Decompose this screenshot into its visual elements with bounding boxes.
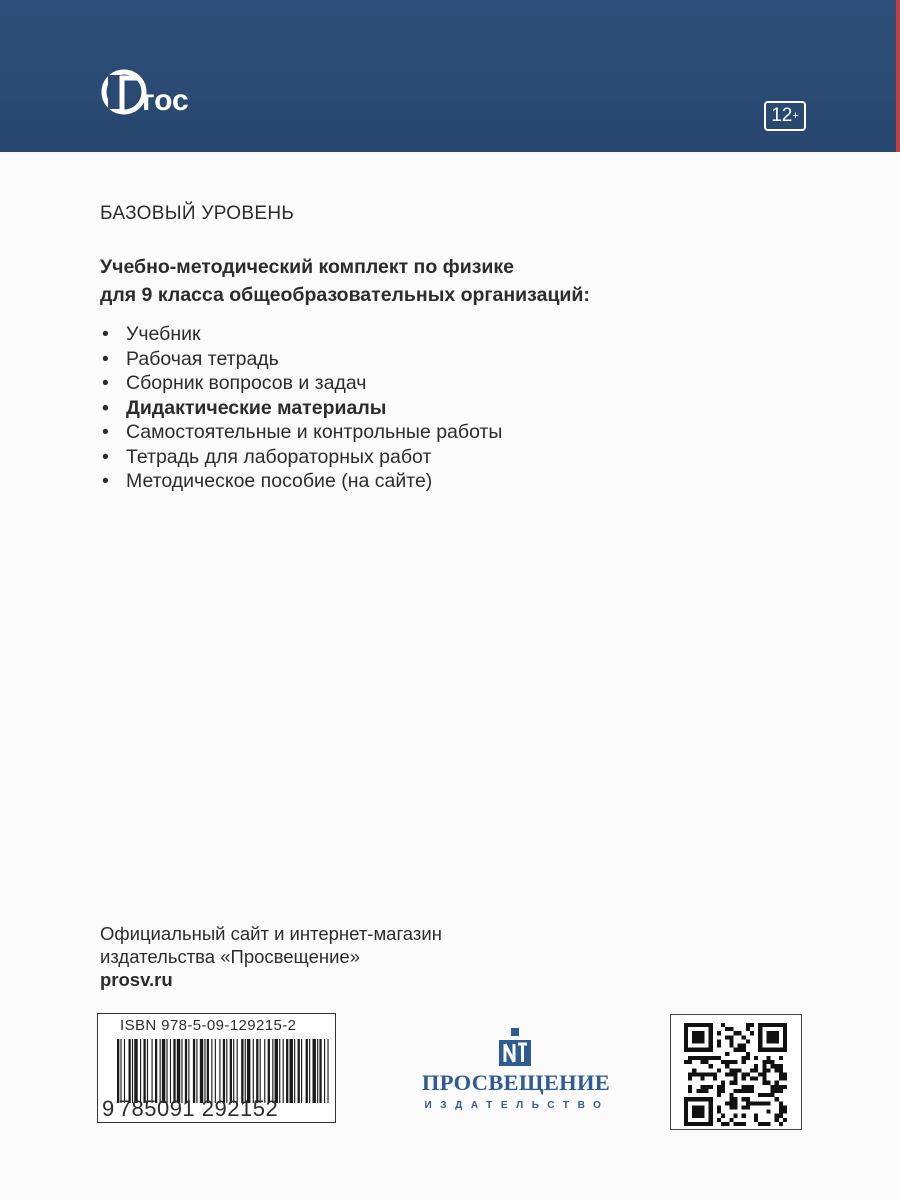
qr-code-icon bbox=[684, 1023, 787, 1126]
bullet-icon: • bbox=[102, 421, 109, 443]
publisher-logo bbox=[400, 1028, 632, 1118]
kit-item-label: Самостоятельные и контрольные работы bbox=[126, 421, 503, 443]
bullet-icon: • bbox=[102, 372, 109, 394]
age-rating-value: 12 bbox=[771, 105, 793, 126]
level-heading: БАЗОВЫЙ УРОВЕНЬ bbox=[100, 203, 295, 224]
site-url: prosv.ru bbox=[100, 969, 173, 990]
prosveshchenie-emblem-icon bbox=[497, 1028, 533, 1068]
svg-text:гос: гос bbox=[142, 84, 189, 117]
kit-item-label: Дидактические материалы bbox=[126, 396, 387, 419]
age-rating-plus: + bbox=[792, 110, 799, 122]
bullet-icon: • bbox=[102, 470, 109, 492]
kit-items-list bbox=[100, 322, 502, 494]
kit-title-line1: Учебно-методический комплект по физике bbox=[100, 256, 515, 278]
barcode-icon bbox=[117, 1039, 329, 1103]
age-rating-badge bbox=[764, 101, 806, 131]
isbn-digits bbox=[102, 1096, 278, 1122]
bullet-icon: • bbox=[102, 347, 109, 370]
isbn-barcode-block bbox=[97, 1013, 336, 1123]
bullet-icon: • bbox=[102, 445, 109, 468]
kit-item bbox=[100, 469, 502, 494]
kit-item bbox=[100, 371, 502, 396]
publisher-name: ПРОСВЕЩЕНИЕ bbox=[421, 1070, 611, 1095]
kit-item-highlighted bbox=[100, 396, 502, 421]
bullet-icon: • bbox=[102, 396, 109, 419]
kit-item bbox=[100, 347, 502, 372]
cover-top-band bbox=[0, 0, 900, 152]
isbn-first-digit: 9 bbox=[102, 1096, 115, 1121]
site-line2: издательства «Просвещение» bbox=[100, 946, 360, 967]
publisher-subtitle: ИЗДАТЕЛЬСТВО bbox=[424, 1100, 610, 1111]
kit-title bbox=[100, 253, 820, 309]
publisher-site-info bbox=[100, 922, 442, 991]
kit-item-label: Сборник вопросов и задач bbox=[126, 372, 367, 394]
kit-item-label: Рабочая тетрадь bbox=[126, 347, 279, 370]
band-edge-stripe bbox=[896, 0, 900, 152]
kit-item bbox=[100, 445, 502, 470]
bullet-icon: • bbox=[102, 323, 109, 345]
kit-item bbox=[100, 322, 502, 347]
isbn-label: ISBN 978-5-09-129215-2 bbox=[120, 1017, 297, 1034]
kit-item-label: Тетрадь для лабораторных работ bbox=[126, 445, 432, 468]
qr-code-block bbox=[670, 1014, 802, 1130]
kit-item bbox=[100, 420, 502, 445]
fgos-logo bbox=[100, 66, 212, 118]
kit-item-label: Методическое пособие (на сайте) bbox=[126, 470, 433, 492]
site-line1: Официальный сайт и интернет-магазин bbox=[100, 923, 442, 944]
kit-title-line2: для 9 класса общеобразовательных организаций: bbox=[100, 284, 590, 306]
isbn-digit-groups: 785091 292152 bbox=[118, 1096, 279, 1121]
kit-item-label: Учебник bbox=[126, 323, 201, 345]
